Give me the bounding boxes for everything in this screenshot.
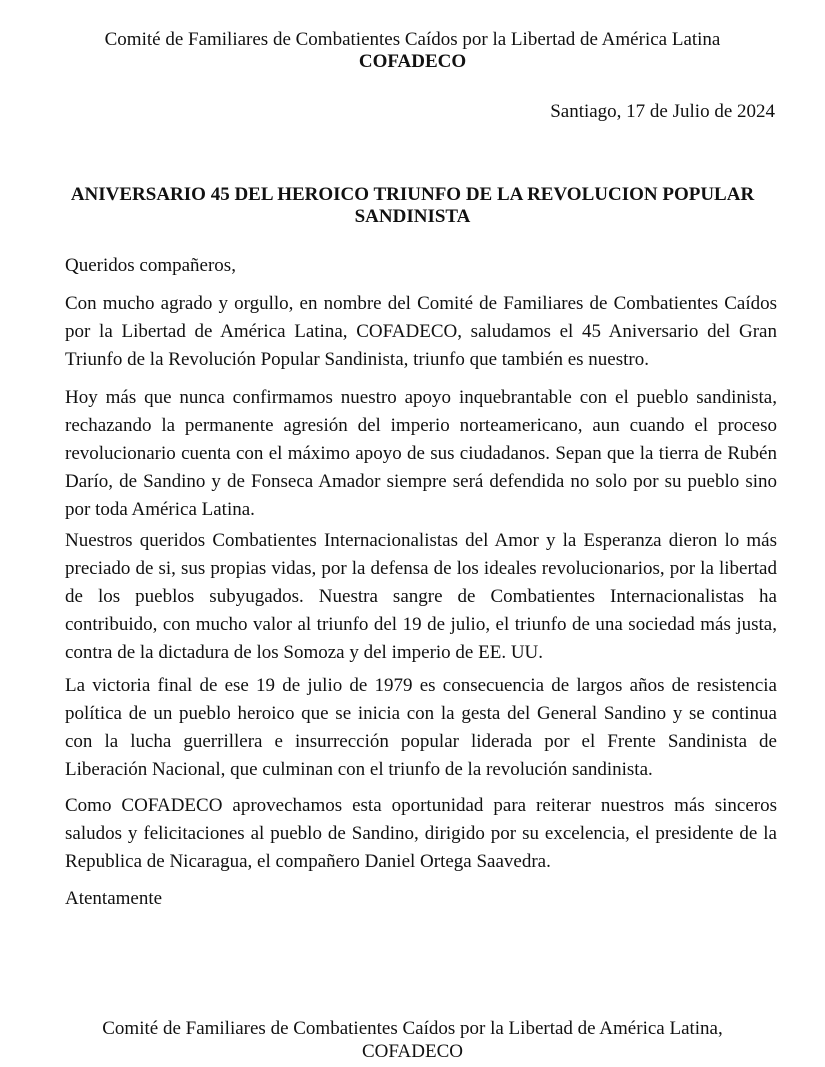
paragraph-line: Triunfo de la Revolución Popular Sandinista, triunfo que también es nuestro. [65,349,649,370]
paragraph-line: por la Libertad de América Latina, COFADECO, saludamos el 45 Aniversario del Gran [65,321,777,342]
paragraph-5 [65,792,777,876]
paragraph-4 [65,672,777,784]
paragraph-line: por toda América Latina. [65,499,255,520]
header-organization: Comité de Familiares de Combatientes Caídos por la Libertad de América Latina [104,29,721,50]
salutation: Queridos compañeros, [65,255,236,276]
paragraph-line: preciado de si, sus propias vidas, por la defensa de los ideales revolucionarios, por la libertad [65,558,777,579]
paragraph-line: La victoria final de ese 19 de julio de 1979 es consecuencia de largos años de resistencia [65,675,777,696]
paragraph-line: rechazando la permanente agresión del imperio norteamericano, aun cuando el proceso [65,415,777,436]
paragraph-line: contribuido, con mucho valor al triunfo del 19 de julio, el triunfo de una sociedad más justa, [65,614,777,635]
paragraph-line: Darío, de Sandino y de Fonseca Amador siempre será defendida no solo por su pueblo sino [65,471,777,492]
paragraph-line: Liberación Nacional, que culminan con el triunfo de la revolución sandinista. [65,759,653,780]
paragraph-line: contra de la dictadura de los Somoza y del imperio de EE. UU. [65,642,544,663]
paragraph-line: Republica de Nicaragua, el compañero Daniel Ortega Saavedra. [65,851,551,872]
letter-title-line-2: SANDINISTA [354,206,471,227]
paragraph-line: saludos y felicitaciones al pueblo de Sandino, dirigido por su excelencia, el presidente de la [65,823,777,844]
paragraph-1 [65,290,777,374]
paragraph-line: de los pueblos subyugados. Nuestra sangre de Combatientes Internacionalistas ha [65,586,777,607]
letter-title-line-1: ANIVERSARIO 45 DEL HEROICO TRIUNFO DE LA REVOLUCION POPULAR [70,184,755,205]
paragraph-line: Nuestros queridos Combatientes Internacionalistas del Amor y la Esperanza dieron lo más [65,530,777,551]
paragraph-line: Como COFADECO aprovechamos esta oportunidad para reiterar nuestros más sinceros [65,795,777,816]
paragraph-2 [65,384,777,524]
letter-date: Santiago, 17 de Julio de 2024 [550,101,775,122]
paragraph-line: política de un pueblo heroico que se inicia con la gesta del General Sandino y se continua [65,703,777,724]
paragraph-line: Con mucho agrado y orgullo, en nombre del Comité de Familiares de Combatientes Caídos [65,293,777,314]
paragraph-line: Hoy más que nunca confirmamos nuestro apoyo inquebrantable con el pueblo sandinista, [65,387,777,408]
footer-acronym: COFADECO [362,1041,463,1062]
header-acronym: COFADECO [358,51,467,72]
footer-organization: Comité de Familiares de Combatientes Caídos por la Libertad de América Latina, [102,1018,723,1039]
paragraph-line: con la lucha guerrillera e insurrección popular liderada por el Frente Sandinista de [65,731,777,752]
paragraph-3 [65,527,777,667]
closing: Atentamente [65,888,163,909]
paragraph-line: revolucionario cuenta con el máximo apoyo de sus ciudadanos. Sepan que la tierra de Rubén [65,443,777,464]
